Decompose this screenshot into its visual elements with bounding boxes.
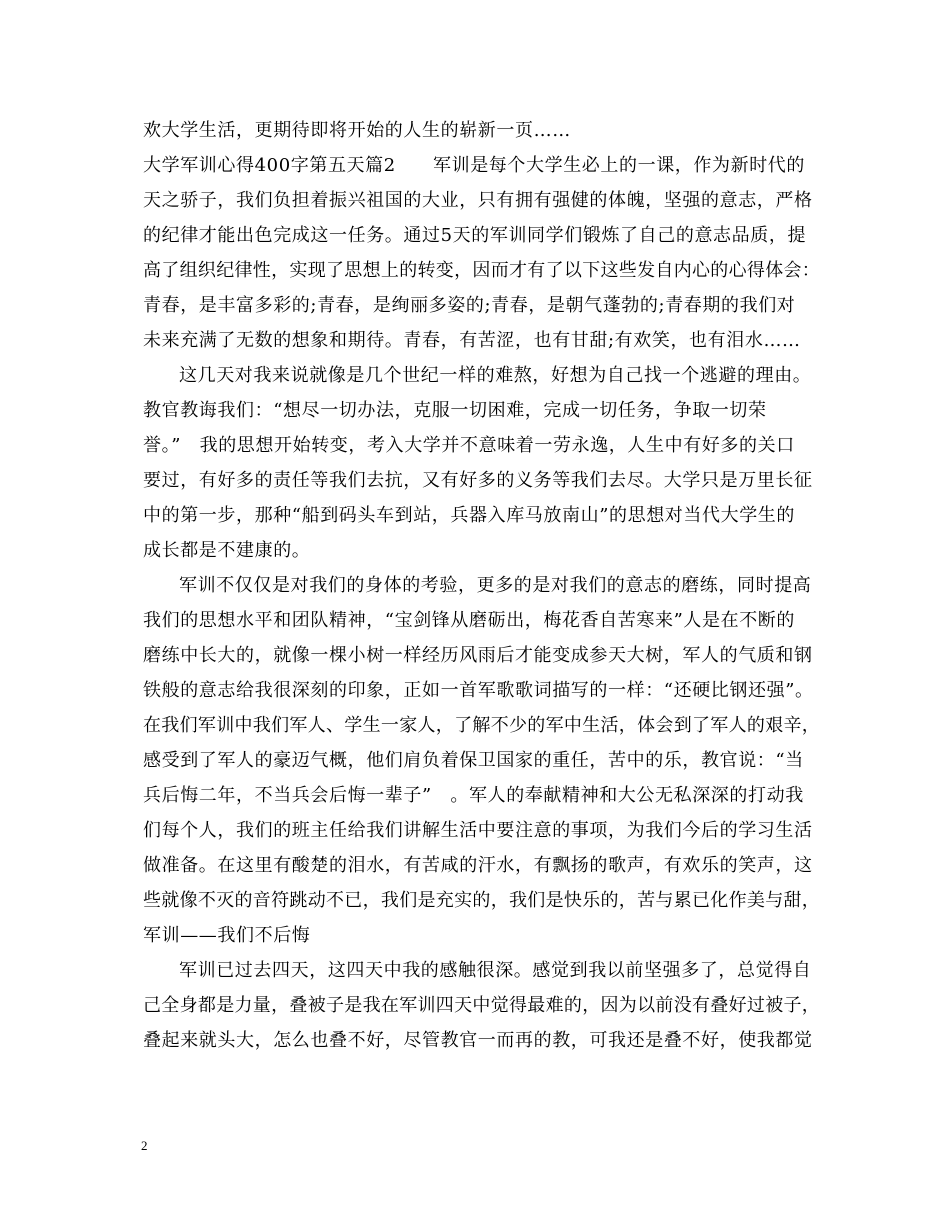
text-line: 磨练中长大的，就像一棵小树一样经历风雨后才能变成参天大树，军人的气质和钢 [143,645,813,666]
text-line: 兵后悔二年，不当兵会后悔一辈子” 。军人的奉献精神和大公无私深深的打动我 [143,785,804,806]
text-line: 誉。” 我的思想开始转变，考入大学并不意味着一劳永逸，人生中有好多的关口 [143,435,795,456]
text-line: 叠起来就头大，怎么也叠不好，尽管教官一而再的教，可我还是叠不好，使我都觉 [143,1030,813,1051]
paragraph-first-line: 这几天对我来说就像是几个世纪一样的难熬，好想为自己找一个逃避的理由。 [179,365,812,386]
text-line: 我们的思想水平和团队精神，“宝剑锋从磨砺出，梅花香自苦寒来”人是在不断的 [143,610,796,631]
text-line: 成长都是不建康的。 [143,540,311,561]
paragraph-first-line: 军训不仅仅是对我们的身体的考验，更多的是对我们的意志的磨练，同时提高 [179,575,812,596]
paragraph-first-line: 军训已过去四天，这四天中我的感触很深。感觉到我以前坚强多了，总觉得自 [179,960,812,981]
text-line: 铁般的意志给我很深刻的印象，正如一首军歌歌词描写的一样：“还硬比钢还强”。 [143,680,814,701]
text-line: 们每个人，我们的班主任给我们讲解生活中要注意的事项，为我们今后的学习生活 [143,820,813,841]
text-line: 大学军训心得400字第五天篇2 军训是每个大学生必上的一课，作为新时代的 [143,155,806,176]
text-line: 未来充满了无数的想象和期待。青春，有苦涩，也有甘甜;有欢笑，也有泪水…… [143,330,801,351]
text-line: 教官教诲我们：“想尽一切办法，克服一切困难，完成一切任务，争取一切荣 [143,400,767,421]
text-line: 要过，有好多的责任等我们去抗，又有好多的义务等我们去尽。大学只是万里长征 [143,470,813,491]
text-line: 做准备。在这里有酸楚的泪水，有苦咸的汗水，有飘扬的歌声，有欢乐的笑声，这 [143,855,813,876]
text-line: 些就像不灭的音符跳动不已，我们是充实的，我们是快乐的，苦与累已化作美与甜， [143,890,821,911]
text-line: 军训——我们不后悔 [143,925,311,946]
text-line: 己全身都是力量，叠被子是我在军训四天中觉得最难的，因为以前没有叠好过被子， [143,995,821,1016]
text-line: 天之骄子，我们负担着振兴祖国的大业，只有拥有强健的体魄，坚强的意志，严格 [143,190,813,211]
text-line: 在我们军训中我们军人、学生一家人，了解不少的军中生活，体会到了军人的艰辛， [143,715,821,736]
text-line: 的纪律才能出色完成这一任务。通过5天的军训同学们锻炼了自己的意志品质，提 [143,225,807,246]
text-line: 中的第一步，那种“船到码头车到站，兵器入库马放南山”的思想对当代大学生的 [143,505,796,526]
page-number: 2 [141,1138,148,1153]
text-line: 高了组织纪律性，实现了思想上的转变，因而才有了以下这些发自内心的心得体会： [143,260,821,281]
text-line: 欢大学生活，更期待即将开始的人生的崭新一页…… [143,120,571,141]
text-line: 感受到了军人的豪迈气概，他们肩负着保卫国家的重任，苦中的乐，教官说：“当 [143,750,804,771]
text-line: 青春，是丰富多彩的;青春，是绚丽多姿的;青春，是朝气蓬勃的;青春期的我们对 [143,295,796,316]
